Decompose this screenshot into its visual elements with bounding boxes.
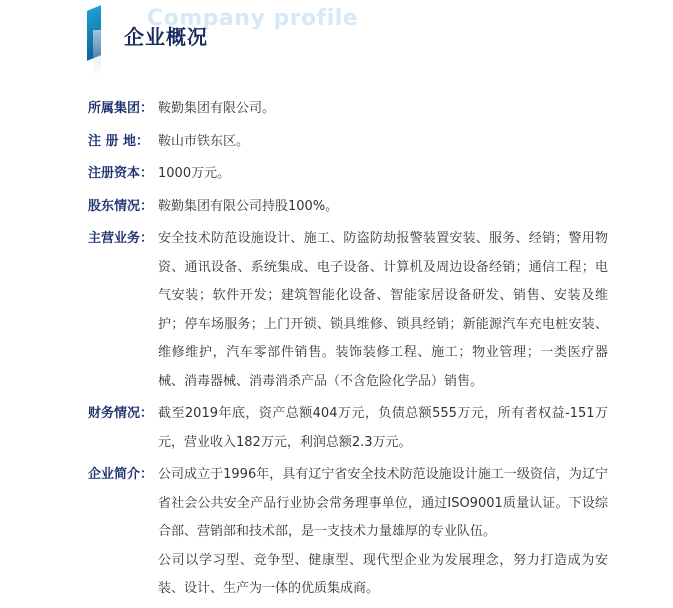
intro-paragraph-1: 公司成立于1996年，具有辽宁省安全技术防范设施设计施工一级资信，为辽宁省社会公共安全产品行业协会常务理事单位，通过ISO9001质量认证。下设综合部、营销部和技术部，是一支技术力量雄厚的专业队伍。 [158,467,608,539]
intro-value [158,461,608,604]
profile-list [88,95,608,608]
shareholder-value: 鞍勤集团有限公司持股100%。 [158,198,339,214]
business-value: 安全技术防范设施设计、施工、防盗防劫报警装置安装、服务、经销；警用物资、通讯设备、系统集成、电子设备、计算机及周边设备经销；通信工程；电气安装；软件开发；建筑智能化设备、智能家居设备研发、销售、安装及维护；停车场服务；上门开锁、锁具维修、锁具经销；新能源汽车充电桩安装、维修维护，汽车零部件销售。装饰装修工程、施工；物业管理；一类医疗器械、消毒器械、消毒消杀产品（不含危险化学品）销售。 [158,231,608,389]
watermark-text: Company profile [147,6,359,31]
capital-label: 注册资本： [88,166,154,181]
intro-label: 企业简介： [88,467,154,482]
address-label: 注 册 地： [88,133,150,149]
intro-paragraph-2: 公司以学习型、竞争型、健康型、现代型企业为发展理念，努力打造成为安装、设计、生产为一体的优质集成商。 [158,552,608,596]
profile-row-capital [88,160,608,189]
capital-value: 1000万元。 [158,166,231,181]
address-value: 鞍山市铁东区。 [158,133,250,149]
profile-row-shareholder [88,193,608,222]
profile-row-address [88,128,608,157]
business-label: 主营业务： [88,231,154,246]
finance-value: 截至2019年底，资产总额404万元，负债总额555万元，所有者权益-151万元，营业收入182万元，利润总额2.3万元。 [158,406,608,450]
page-title: 企业概况 [124,25,208,49]
profile-row-intro [88,461,608,604]
profile-row-finance [88,400,608,457]
accent-shadow [93,30,101,76]
group-value: 鞍勤集团有限公司。 [158,101,276,116]
finance-label: 财务情况： [88,406,154,421]
group-label: 所属集团： [88,101,154,116]
profile-row-business [88,225,608,396]
profile-row-group [88,95,608,124]
shareholder-label: 股东情况： [88,198,154,214]
